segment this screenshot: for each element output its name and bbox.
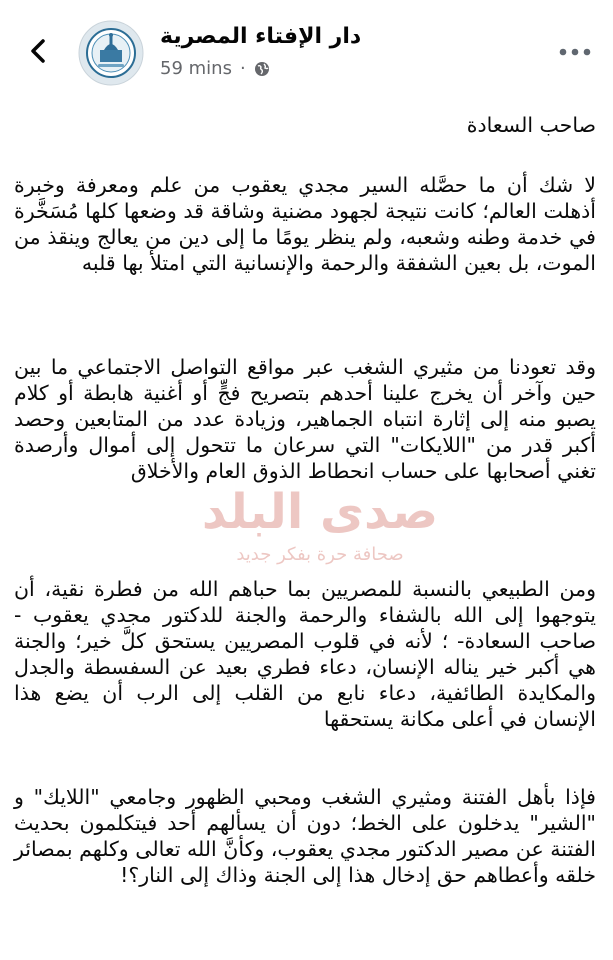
post-paragraph-4: فإذا بأهل الفتنة ومثيري الشغب ومحبي الظهور وجامعي "اللايك" و "الشير" يدخلون على الخط؛ دون أن يسألهم أحد فيتكلمون بحديث الفتنة عن مصير الدكتور مجدي يعقوب، وكأنَّ الله تعالى وكلهم بمصائر خلقه وأعطاهم حق إدخال هذا إلى الجنة وذاك إلى النار؟!: [14, 785, 596, 887]
chevron-left-icon: [24, 36, 54, 66]
page-name[interactable]: دار الإفتاء المصرية: [160, 24, 362, 49]
back-button[interactable]: [24, 36, 54, 66]
post-paragraph-2: وقد تعودنا من مثيري الشغب عبر مواقع التواصل الاجتماعي ما بين حين وآخر أن يخرج علينا أحدهم بتصريح فجٍّ أو أغنية هابطة أو كلام يصبو منه إلى إثارة انتباه الجماهير، وزيادة عدد من المتابعين وحصد أكبر قدر من "اللايكات" التي سرعان ما تتحول إلى أموال وأرصدة تغني أصحابها على حساب انحطاط الذوق العام والأخلاق: [14, 355, 596, 483]
post-header: [0, 0, 613, 100]
post-salutation: صاحب السعادة: [466, 113, 596, 137]
page-avatar[interactable]: [78, 20, 144, 86]
post-time[interactable]: 59 mins: [160, 58, 232, 79]
post-paragraph-1: لا شك أن ما حصَّله السير مجدي يعقوب من علم ومعرفة وخبرة أذهلت العالم؛ كانت نتيجة لجهود مضنية وشاقة قد وضعها كلها مُسَخَّرة في خدمة وطنه وشعبه، ولم ينظر يومًا ما إلى دين من يعالج وينقذ من الموت، بل بعين الشفقة والرحمة والإنسانية التي امتلأ بها قلبه: [14, 173, 596, 275]
watermark-logo-text: صدى البلد: [201, 484, 439, 540]
post-meta: [160, 58, 270, 79]
watermark: [170, 470, 450, 580]
globe-icon[interactable]: [254, 61, 270, 77]
watermark-tagline: صحافة حرة بفكر جديد: [236, 544, 404, 565]
more-options-button[interactable]: [558, 44, 592, 58]
post-paragraph-3: ومن الطبيعي بالنسبة للمصريين بما حباهم الله من فطرة نقية، أن يتوجهوا إلى الله بالشفاء والرحمة والجنة للدكتور مجدي يعقوب - صاحب السعادة- ؛ لأنه في قلوب المصريين يستحق كلَّ خير؛ والجنة هي أكبر خير يناله الإنسان، دعاء فطري بعيد عن السفسطة والجدل والمكايدة الطائفية، دعاء نابع من القلب إلى الرب أن يضع هذا الإنسان في أعلى مكانة يستحقها: [14, 577, 596, 731]
meta-separator: ·: [239, 58, 246, 79]
more-horizontal-icon: [558, 45, 592, 59]
